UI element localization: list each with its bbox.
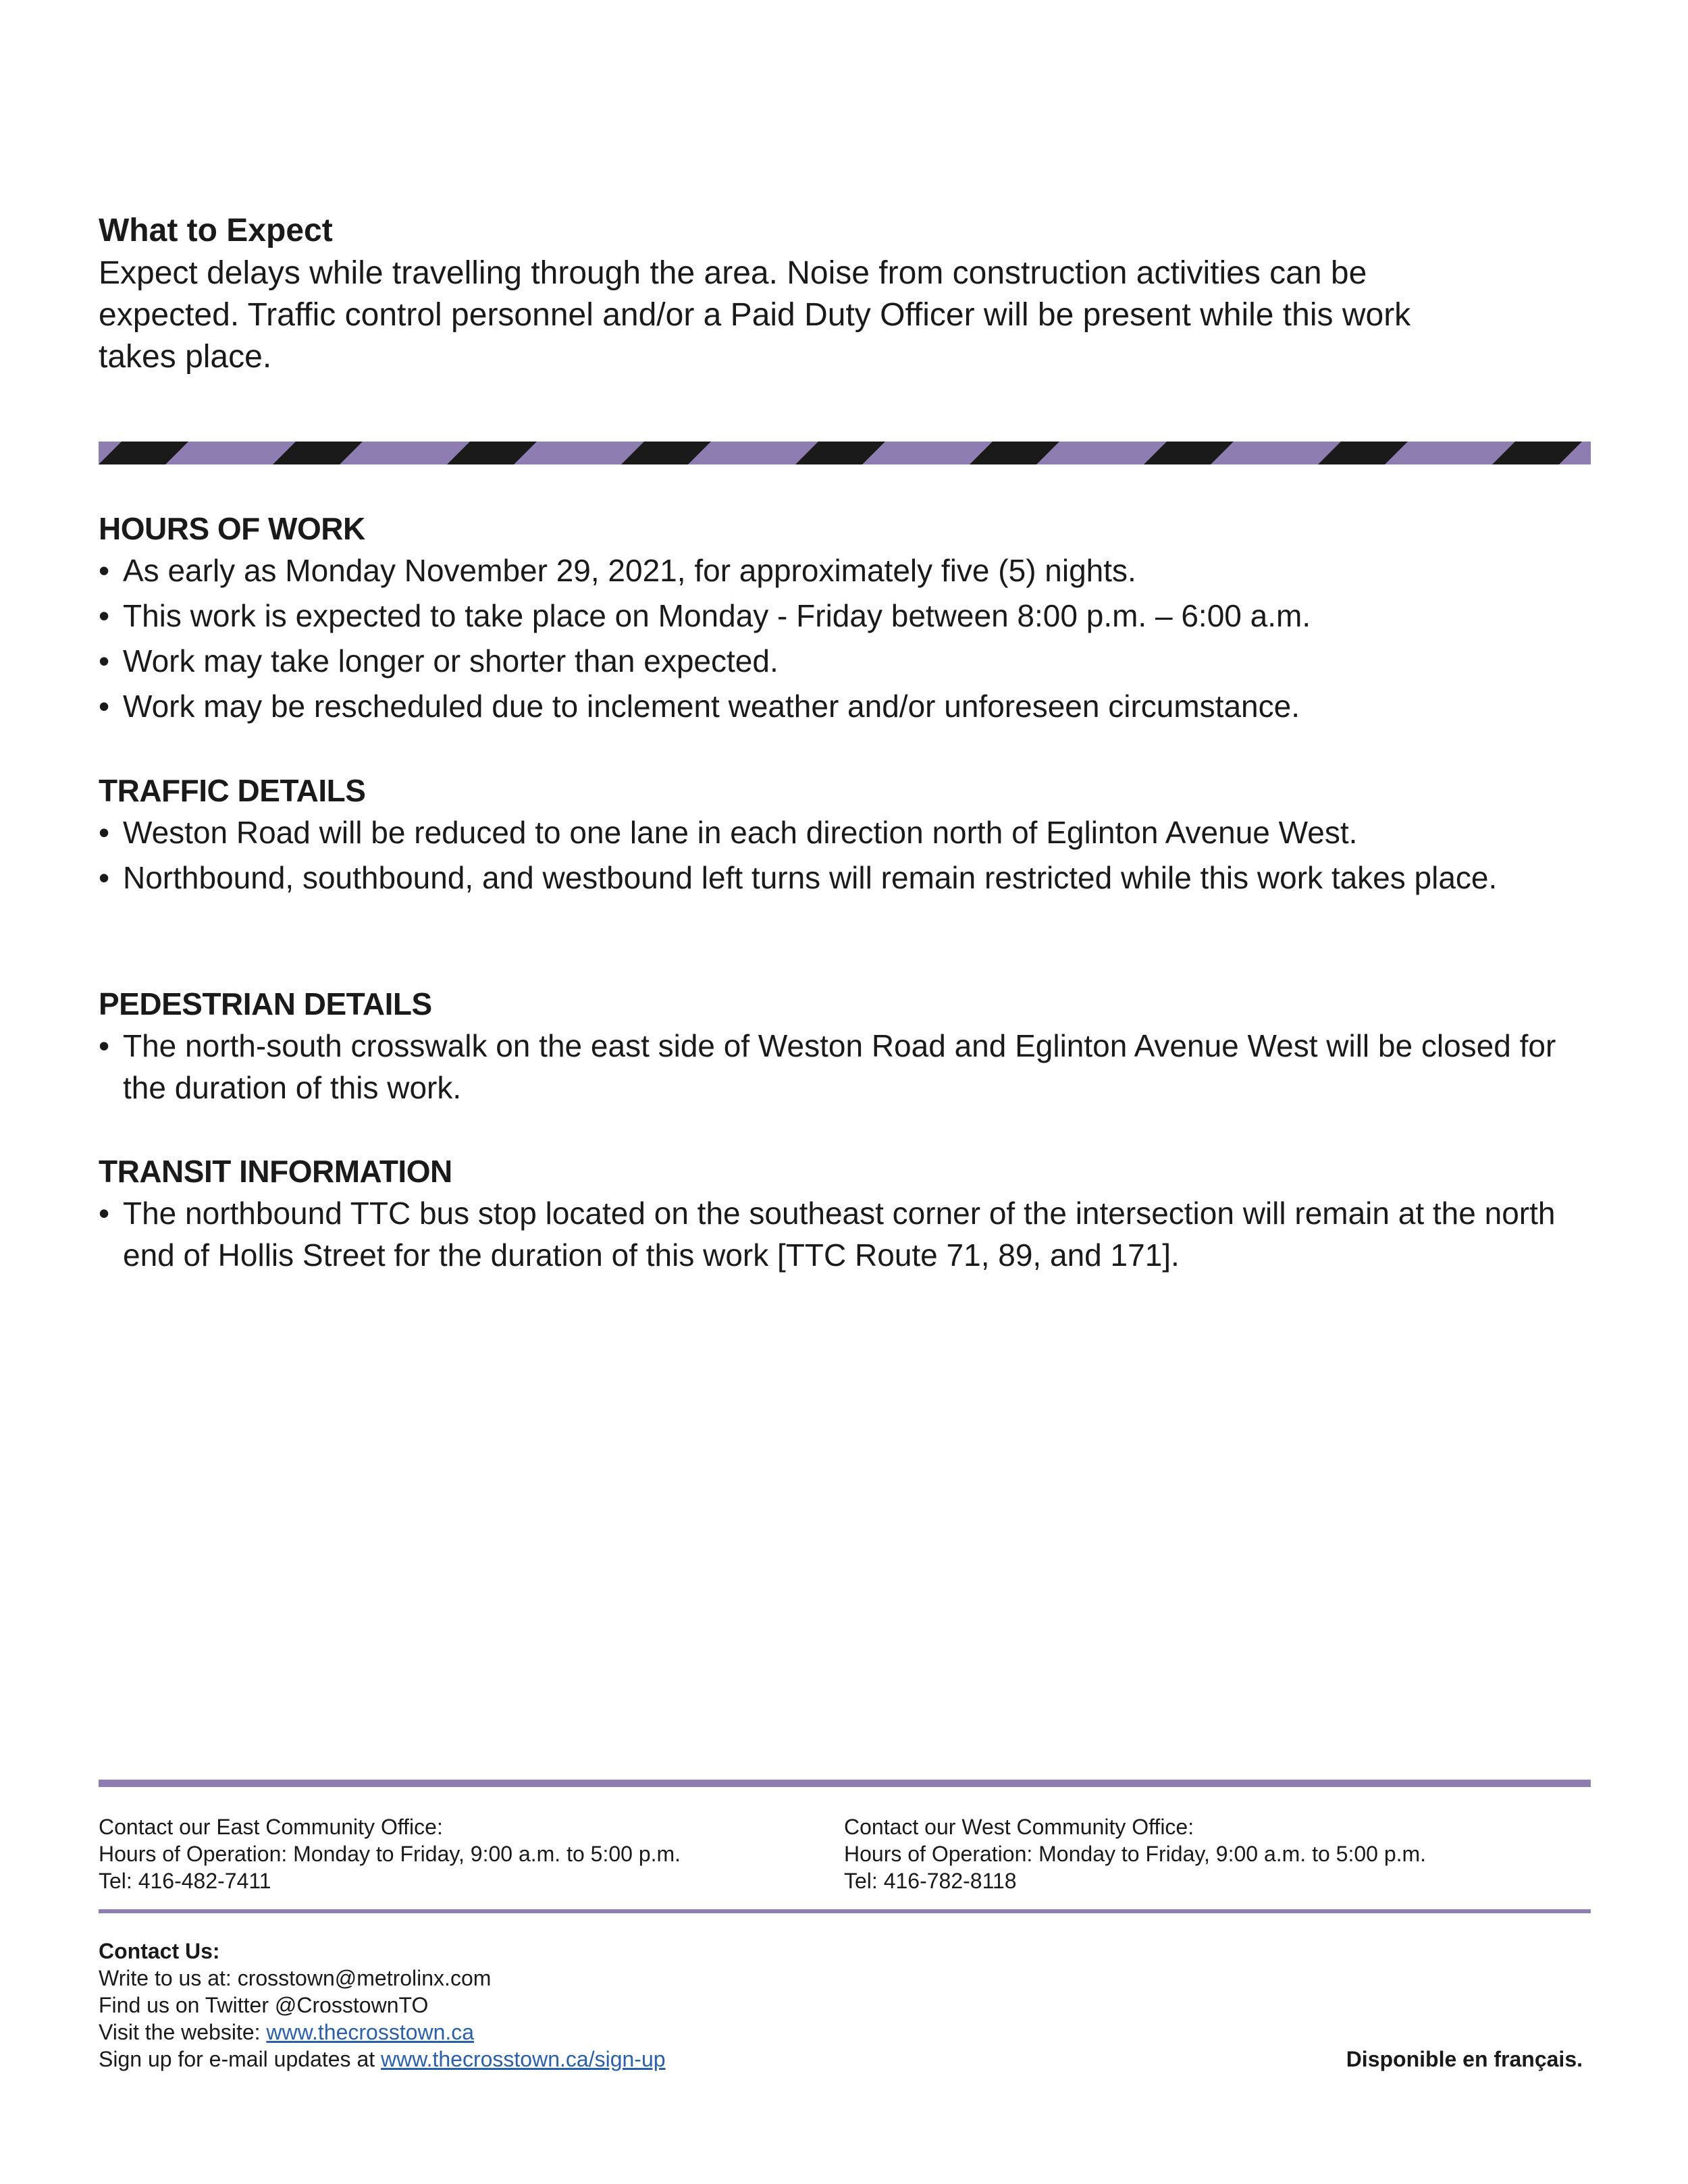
what-to-expect-text xyxy=(99,252,1598,378)
signup-link[interactable]: www.thecrosstown.ca/sign-up xyxy=(381,2047,666,2071)
what-to-expect-heading: What to Expect xyxy=(99,213,333,248)
transit-information-heading: TRANSIT INFORMATION xyxy=(99,1154,452,1189)
bullet-icon: • xyxy=(99,860,110,895)
transit-information-list xyxy=(99,1192,1598,1276)
contact-email-line: Write to us at: crosstown@metrolinx.com xyxy=(99,1966,492,1990)
contact-us-heading: Contact Us: xyxy=(99,1939,220,1963)
east-office-hours: Hours of Operation: Monday to Friday, 9:00 a.m. to 5:00 p.m. xyxy=(99,1842,681,1866)
list-item: • Work may be rescheduled due to inclement weather and/or unforeseen circumstance. xyxy=(99,685,1598,727)
traffic-details-list xyxy=(99,811,1598,899)
traffic-details-heading: TRAFFIC DETAILS xyxy=(99,773,366,808)
bullet-icon: • xyxy=(99,1196,110,1231)
list-item: • The north-south crosswalk on the east side of Weston Road and Eglinton Avenue West will be closed for the duration of this work. xyxy=(99,1025,1598,1109)
contact-signup-line: Sign up for e-mail updates at www.thecrosstown.ca/sign-up xyxy=(99,2047,666,2071)
bullet-icon: • xyxy=(99,815,110,850)
bullet-icon: • xyxy=(99,643,110,678)
transit-information-section xyxy=(99,1150,1598,1279)
east-office-tel: Tel: 416-482-7411 xyxy=(99,1869,271,1893)
contact-twitter-line: Find us on Twitter @CrosstownTO xyxy=(99,1993,429,2017)
east-office-title: Contact our East Community Office: xyxy=(99,1815,443,1839)
west-office-hours: Hours of Operation: Monday to Friday, 9:00 a.m. to 5:00 p.m. xyxy=(844,1842,1427,1866)
website-link[interactable]: www.thecrosstown.ca xyxy=(266,2020,475,2044)
pedestrian-details-heading: PEDESTRIAN DETAILS xyxy=(99,986,432,1021)
contact-website-line: Visit the website: www.thecrosstown.ca xyxy=(99,2020,475,2044)
list-item: • The northbound TTC bus stop located on the southeast corner of the intersection will remain at the north end of Hollis Street for the duration of this work [TTC Route 71, 89, and 171]. xyxy=(99,1192,1598,1276)
footer-middle-rule xyxy=(99,1909,1591,1913)
what-to-expect-line: takes place. xyxy=(99,339,272,375)
list-item: • This work is expected to take place on Monday - Friday between 8:00 p.m. – 6:00 a.m. xyxy=(99,595,1598,637)
list-item: • Weston Road will be reduced to one lane in each direction north of Eglinton Avenue West. xyxy=(99,811,1598,853)
bullet-icon: • xyxy=(99,598,110,633)
list-item: • Northbound, southbound, and westbound left turns will remain restricted while this work takes place. xyxy=(99,857,1598,899)
what-to-expect-line: expected. Traffic control personnel and/or a Paid Duty Officer will be present while this work xyxy=(99,297,1411,333)
traffic-details-section xyxy=(99,770,1598,902)
west-office-info xyxy=(844,1813,1426,1894)
hours-of-work-section xyxy=(99,508,1598,730)
hours-of-work-heading: HOURS OF WORK xyxy=(99,511,365,546)
footer-top-rule xyxy=(99,1780,1591,1787)
list-item: • As early as Monday November 29, 2021, for approximately five (5) nights. xyxy=(99,550,1598,591)
west-office-tel: Tel: 416-782-8118 xyxy=(844,1869,1017,1893)
bullet-icon: • xyxy=(99,553,110,588)
bullet-icon: • xyxy=(99,1028,110,1063)
list-item: • Work may take longer or shorter than expected. xyxy=(99,640,1598,682)
pedestrian-details-section xyxy=(99,983,1598,1112)
bullet-icon: • xyxy=(99,689,110,724)
contact-us-block xyxy=(99,1938,666,2073)
west-office-title: Contact our West Community Office: xyxy=(844,1815,1194,1839)
what-to-expect-block xyxy=(99,209,1598,378)
french-availability-note: Disponible en français. xyxy=(1346,2047,1583,2071)
pedestrian-details-list xyxy=(99,1025,1598,1109)
hazard-stripe-divider xyxy=(99,442,1591,464)
what-to-expect-line: Expect delays while travelling through the area. Noise from construction activities can be xyxy=(99,255,1367,291)
east-office-info xyxy=(99,1813,681,1894)
hours-of-work-list xyxy=(99,550,1598,727)
